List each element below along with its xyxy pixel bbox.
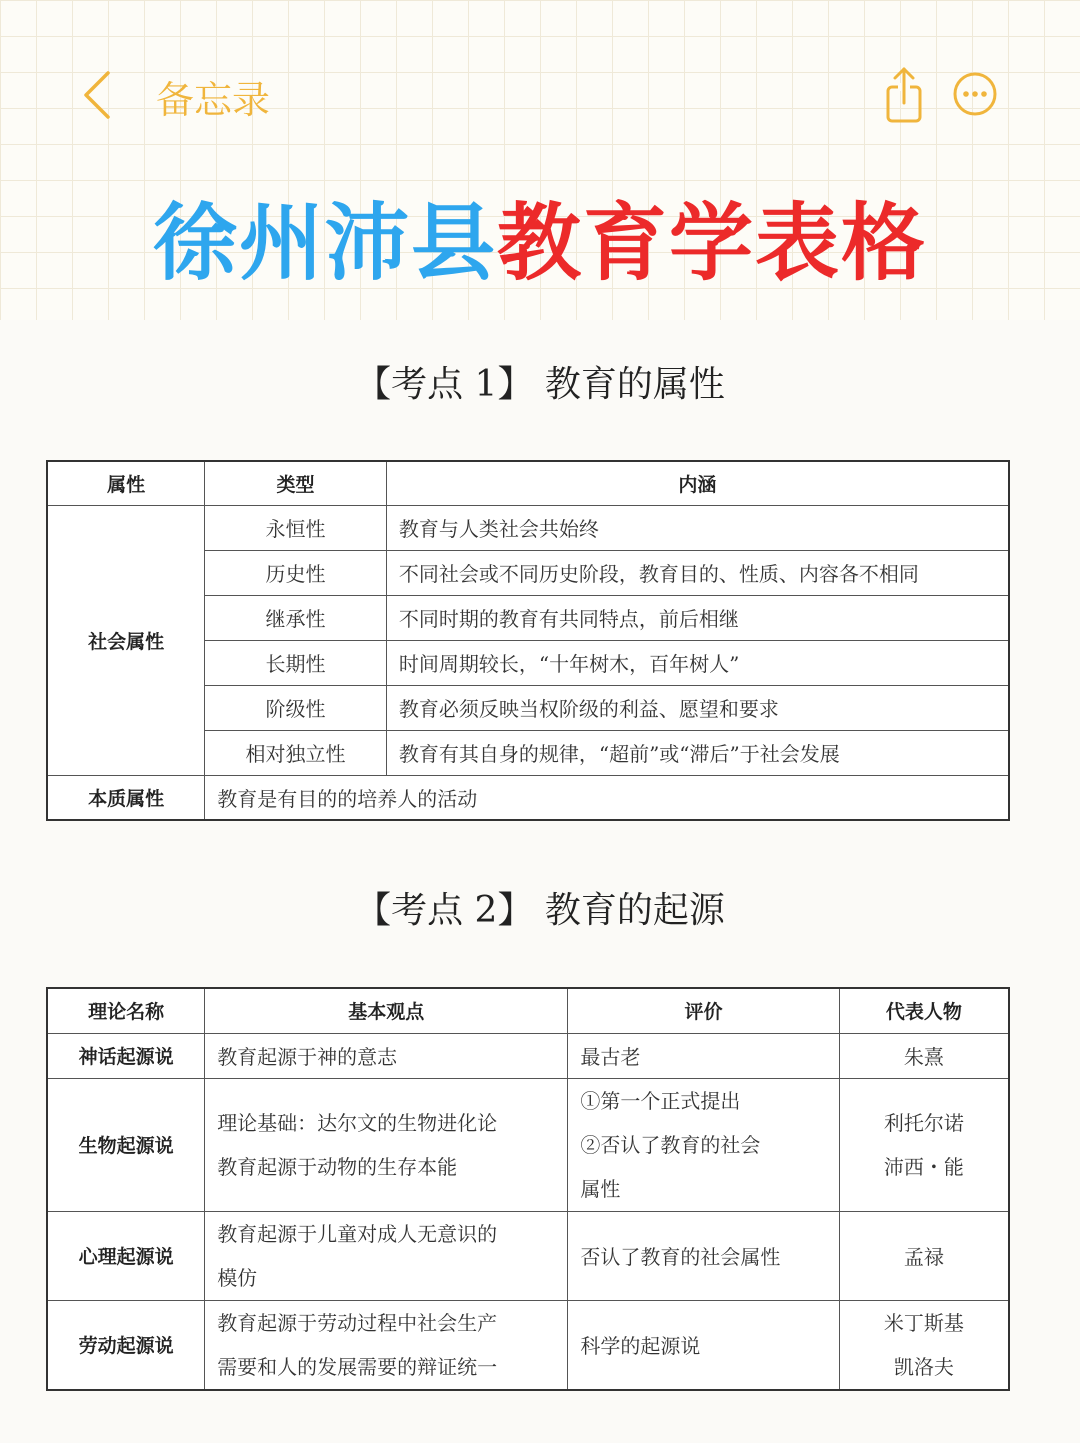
header-cell: 内涵	[386, 461, 1009, 505]
meaning-cell: 不同社会或不同历史阶段，教育目的、性质、内容各不相同	[386, 550, 1009, 595]
person-cell	[839, 1300, 1009, 1390]
view-line: 需要和人的发展需要的辩证统一	[217, 1354, 498, 1379]
back-to-notes-label[interactable]: 备忘录	[156, 78, 271, 122]
view-line: 模仿	[217, 1265, 258, 1290]
type-cell: 阶级性	[205, 685, 387, 730]
table-header-row	[47, 988, 1009, 1033]
eval-cell	[568, 1300, 839, 1390]
section-1-title: 【考点 1】 教育的属性	[355, 364, 725, 405]
eval-line: ②否认了教育的社会	[580, 1132, 761, 1157]
table-row	[47, 1078, 1009, 1211]
person-line: 孟禄	[903, 1245, 944, 1269]
theory-name-cell: 神话起源说	[47, 1033, 205, 1078]
person-line: 沛西・能	[883, 1154, 964, 1179]
view-line: 教育起源于儿童对成人无意识的	[217, 1221, 498, 1246]
nav-bar	[0, 55, 1080, 135]
more-icon[interactable]	[952, 71, 998, 117]
table-row	[47, 1033, 1009, 1078]
attributes-table	[46, 460, 1010, 821]
view-cell	[205, 1300, 568, 1390]
attribute-group-cell: 本质属性	[47, 775, 205, 820]
theory-name-cell: 劳动起源说	[47, 1300, 205, 1390]
theory-name-cell: 心理起源说	[47, 1211, 205, 1300]
eval-line: ①第一个正式提出	[580, 1088, 741, 1113]
attribute-group-cell: 社会属性	[47, 505, 205, 775]
table-header-row	[47, 461, 1009, 505]
table-row	[47, 775, 1009, 820]
meaning-cell: 教育是有目的的培养人的活动	[205, 775, 1009, 820]
header-cell: 属性	[47, 461, 205, 505]
type-cell: 永恒性	[205, 505, 387, 550]
table-row	[47, 505, 1009, 550]
view-cell	[205, 1033, 568, 1078]
eval-cell	[568, 1033, 839, 1078]
headline-part-1: 徐州沛县	[152, 194, 497, 292]
meaning-cell: 教育必须反映当权阶级的利益、愿望和要求	[386, 685, 1009, 730]
headline-part-2: 教育学表格	[497, 194, 928, 292]
person-line: 利托尔诺	[883, 1110, 964, 1135]
share-icon[interactable]	[884, 65, 924, 125]
view-line: 教育起源于动物的生存本能	[217, 1154, 458, 1179]
type-cell: 历史性	[205, 550, 387, 595]
type-cell: 长期性	[205, 640, 387, 685]
person-line: 米丁斯基	[883, 1310, 964, 1335]
header-cell: 基本观点	[205, 988, 568, 1033]
eval-line: 否认了教育的社会属性	[580, 1245, 781, 1269]
view-line: 理论基础：达尔文的生物进化论	[217, 1110, 498, 1135]
person-cell	[839, 1211, 1009, 1300]
eval-cell	[568, 1078, 839, 1211]
eval-line: 科学的起源说	[580, 1334, 701, 1358]
meaning-cell: 时间周期较长，“十年树木，百年树人”	[386, 640, 1009, 685]
eval-cell	[568, 1211, 839, 1300]
header-cell: 代表人物	[839, 988, 1009, 1033]
view-line: 教育起源于劳动过程中社会生产	[217, 1310, 498, 1335]
type-cell: 继承性	[205, 595, 387, 640]
view-cell	[205, 1211, 568, 1300]
view-line: 教育起源于神的意志	[217, 1045, 398, 1069]
person-line: 朱熹	[903, 1045, 944, 1069]
note-headline	[0, 176, 1080, 297]
type-cell: 相对独立性	[205, 730, 387, 775]
eval-line: 最古老	[580, 1045, 641, 1069]
origins-table	[46, 987, 1010, 1391]
eval-line: 属性	[580, 1176, 621, 1201]
view-cell	[205, 1078, 568, 1211]
person-cell	[839, 1033, 1009, 1078]
person-line: 凯洛夫	[893, 1354, 954, 1379]
header-cell: 评价	[568, 988, 839, 1033]
header-cell: 类型	[205, 461, 387, 505]
meaning-cell: 不同时期的教育有共同特点，前后相继	[386, 595, 1009, 640]
meaning-cell: 教育有其自身的规律，“超前”或“滞后”于社会发展	[386, 730, 1009, 775]
section-2-title: 【考点 2】 教育的起源	[355, 890, 725, 931]
note-image-content	[0, 320, 1080, 1443]
header-cell: 理论名称	[47, 988, 205, 1033]
meaning-cell: 教育与人类社会共始终	[386, 505, 1009, 550]
person-cell	[839, 1078, 1009, 1211]
theory-name-cell: 生物起源说	[47, 1078, 205, 1211]
chevron-left-icon[interactable]	[78, 67, 118, 123]
table-row	[47, 1300, 1009, 1390]
table-row	[47, 1211, 1009, 1300]
